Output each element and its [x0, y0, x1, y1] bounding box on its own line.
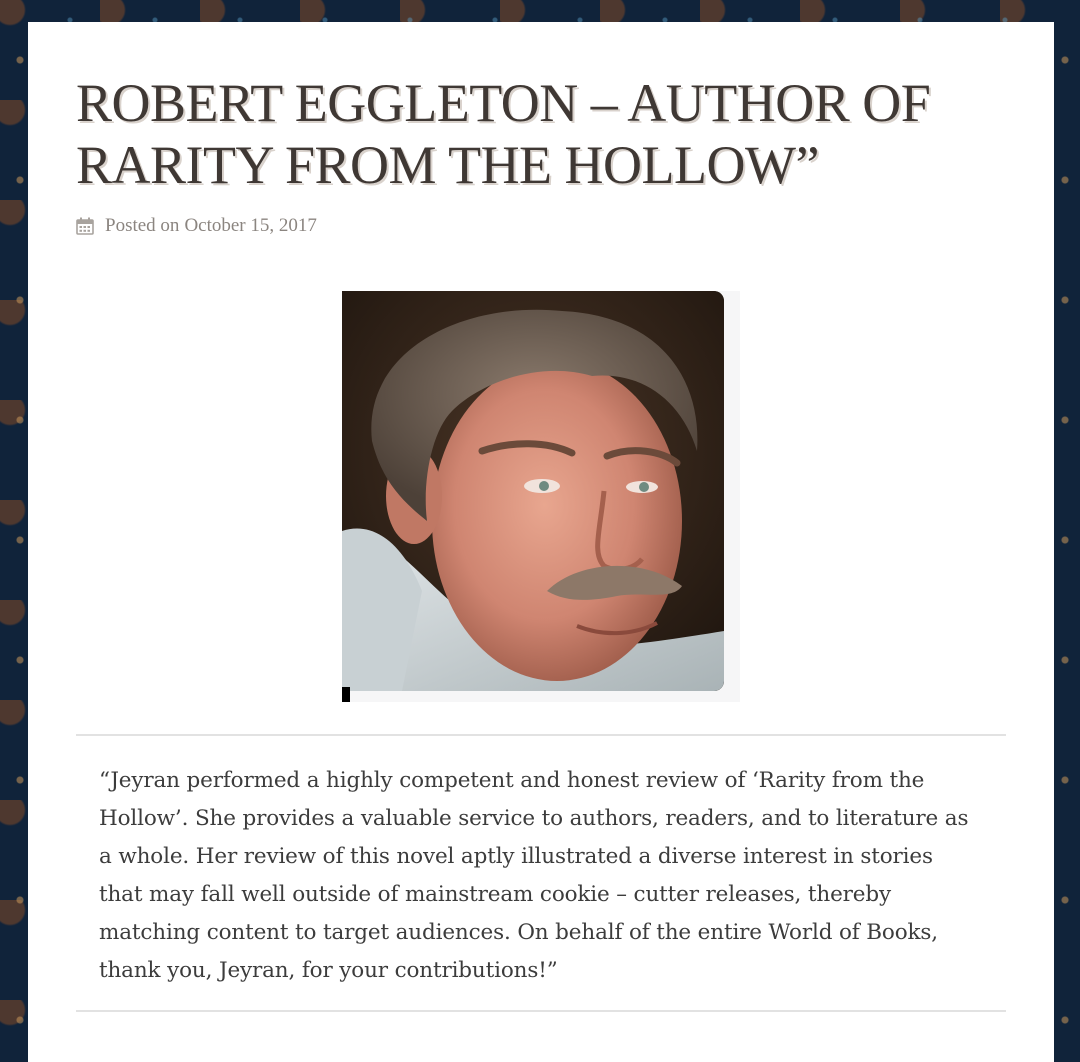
post-card [28, 22, 1054, 1062]
quote-text: “Jeyran performed a highly competent and honest review of ‘Rarity from the Hollow’. She provides a valuable service to authors, readers, and to literature as a whole. Her review of this novel aptly illustrated a diverse interest in stories that may fall well outside of mainstream cookie – cutter releases, thereby matching content to target audiences. On behalf of the entire World of Books, thank you, Jeyran, for your contributions!” [99, 768, 969, 983]
calendar-icon [76, 217, 94, 235]
photo-corner-mark [342, 687, 350, 702]
posted-on-label: Posted on [105, 215, 180, 236]
author-photo [342, 291, 724, 691]
testimonial-quote [76, 734, 1006, 1012]
post-title: ROBERT EGGLETON – AUTHOR OF RARITY FROM THE HOLLOW” [76, 73, 931, 195]
post-date-link[interactable]: October 15, 2017 [184, 215, 317, 236]
post-meta [76, 214, 317, 238]
author-photo-frame [342, 291, 740, 702]
